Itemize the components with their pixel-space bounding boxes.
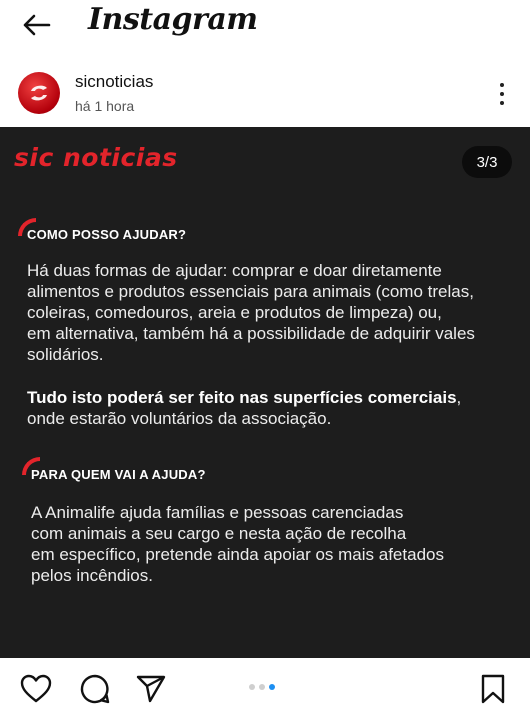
carousel-counter: 3/3 xyxy=(462,146,512,178)
carousel-dot-active xyxy=(269,684,275,690)
heart-icon xyxy=(20,674,52,704)
carousel-indicator xyxy=(249,684,275,690)
text-line: onde estarão voluntários da associação. xyxy=(27,409,332,428)
share-button[interactable] xyxy=(134,672,168,706)
section-1-note xyxy=(27,387,517,429)
app-title: Instagram xyxy=(88,2,258,37)
post-image[interactable] xyxy=(0,127,530,658)
post-actions-bar xyxy=(0,660,530,720)
bookmark-icon xyxy=(480,674,506,704)
post-header xyxy=(0,62,530,124)
text-line: em específico, pretende ainda apoiar os mais afetados xyxy=(31,545,444,564)
comment-icon xyxy=(79,673,111,705)
section-title-1: COMO POSSO AJUDAR? xyxy=(27,227,187,242)
like-button[interactable] xyxy=(19,672,53,706)
text-line: em alternativa, também há a possibilidade de adquirir vales xyxy=(27,324,475,343)
send-icon xyxy=(135,674,167,704)
section-title-2: PARA QUEM VAI A AJUDA? xyxy=(31,467,206,482)
post-time: há 1 hora xyxy=(75,98,135,114)
avatar[interactable] xyxy=(18,72,60,114)
section-1-paragraph xyxy=(27,260,517,365)
sic-noticias-logo: sic noticias xyxy=(14,143,178,172)
text-comma: , xyxy=(456,388,462,407)
more-options-button[interactable] xyxy=(492,80,512,108)
sic-logo-icon xyxy=(26,80,52,106)
top-bar xyxy=(0,0,530,56)
back-button[interactable] xyxy=(16,8,56,42)
text-line: pelos incêndios. xyxy=(31,566,153,585)
post-username[interactable]: sicnoticias xyxy=(75,72,154,91)
text-line: com animais a seu cargo e nesta ação de recolha xyxy=(31,524,407,543)
carousel-dot xyxy=(259,684,265,690)
comment-button[interactable] xyxy=(78,672,112,706)
bold-text: Tudo isto poderá ser feito nas superfícies comerciais xyxy=(27,388,457,407)
text-line: Há duas formas de ajudar: comprar e doar diretamente xyxy=(27,261,442,280)
text-line: coleiras, comedouros, areia e produtos de limpeza) ou, xyxy=(27,303,442,322)
arrow-left-icon xyxy=(21,13,51,37)
carousel-dot xyxy=(249,684,255,690)
text-line: solidários. xyxy=(27,345,104,364)
more-vertical-icon xyxy=(500,83,504,87)
text-line: A Animalife ajuda famílias e pessoas carenciadas xyxy=(31,503,404,522)
save-button[interactable] xyxy=(476,672,510,706)
text-line: alimentos e produtos essenciais para animais (como trelas, xyxy=(27,282,474,301)
section-2-paragraph xyxy=(31,502,511,586)
